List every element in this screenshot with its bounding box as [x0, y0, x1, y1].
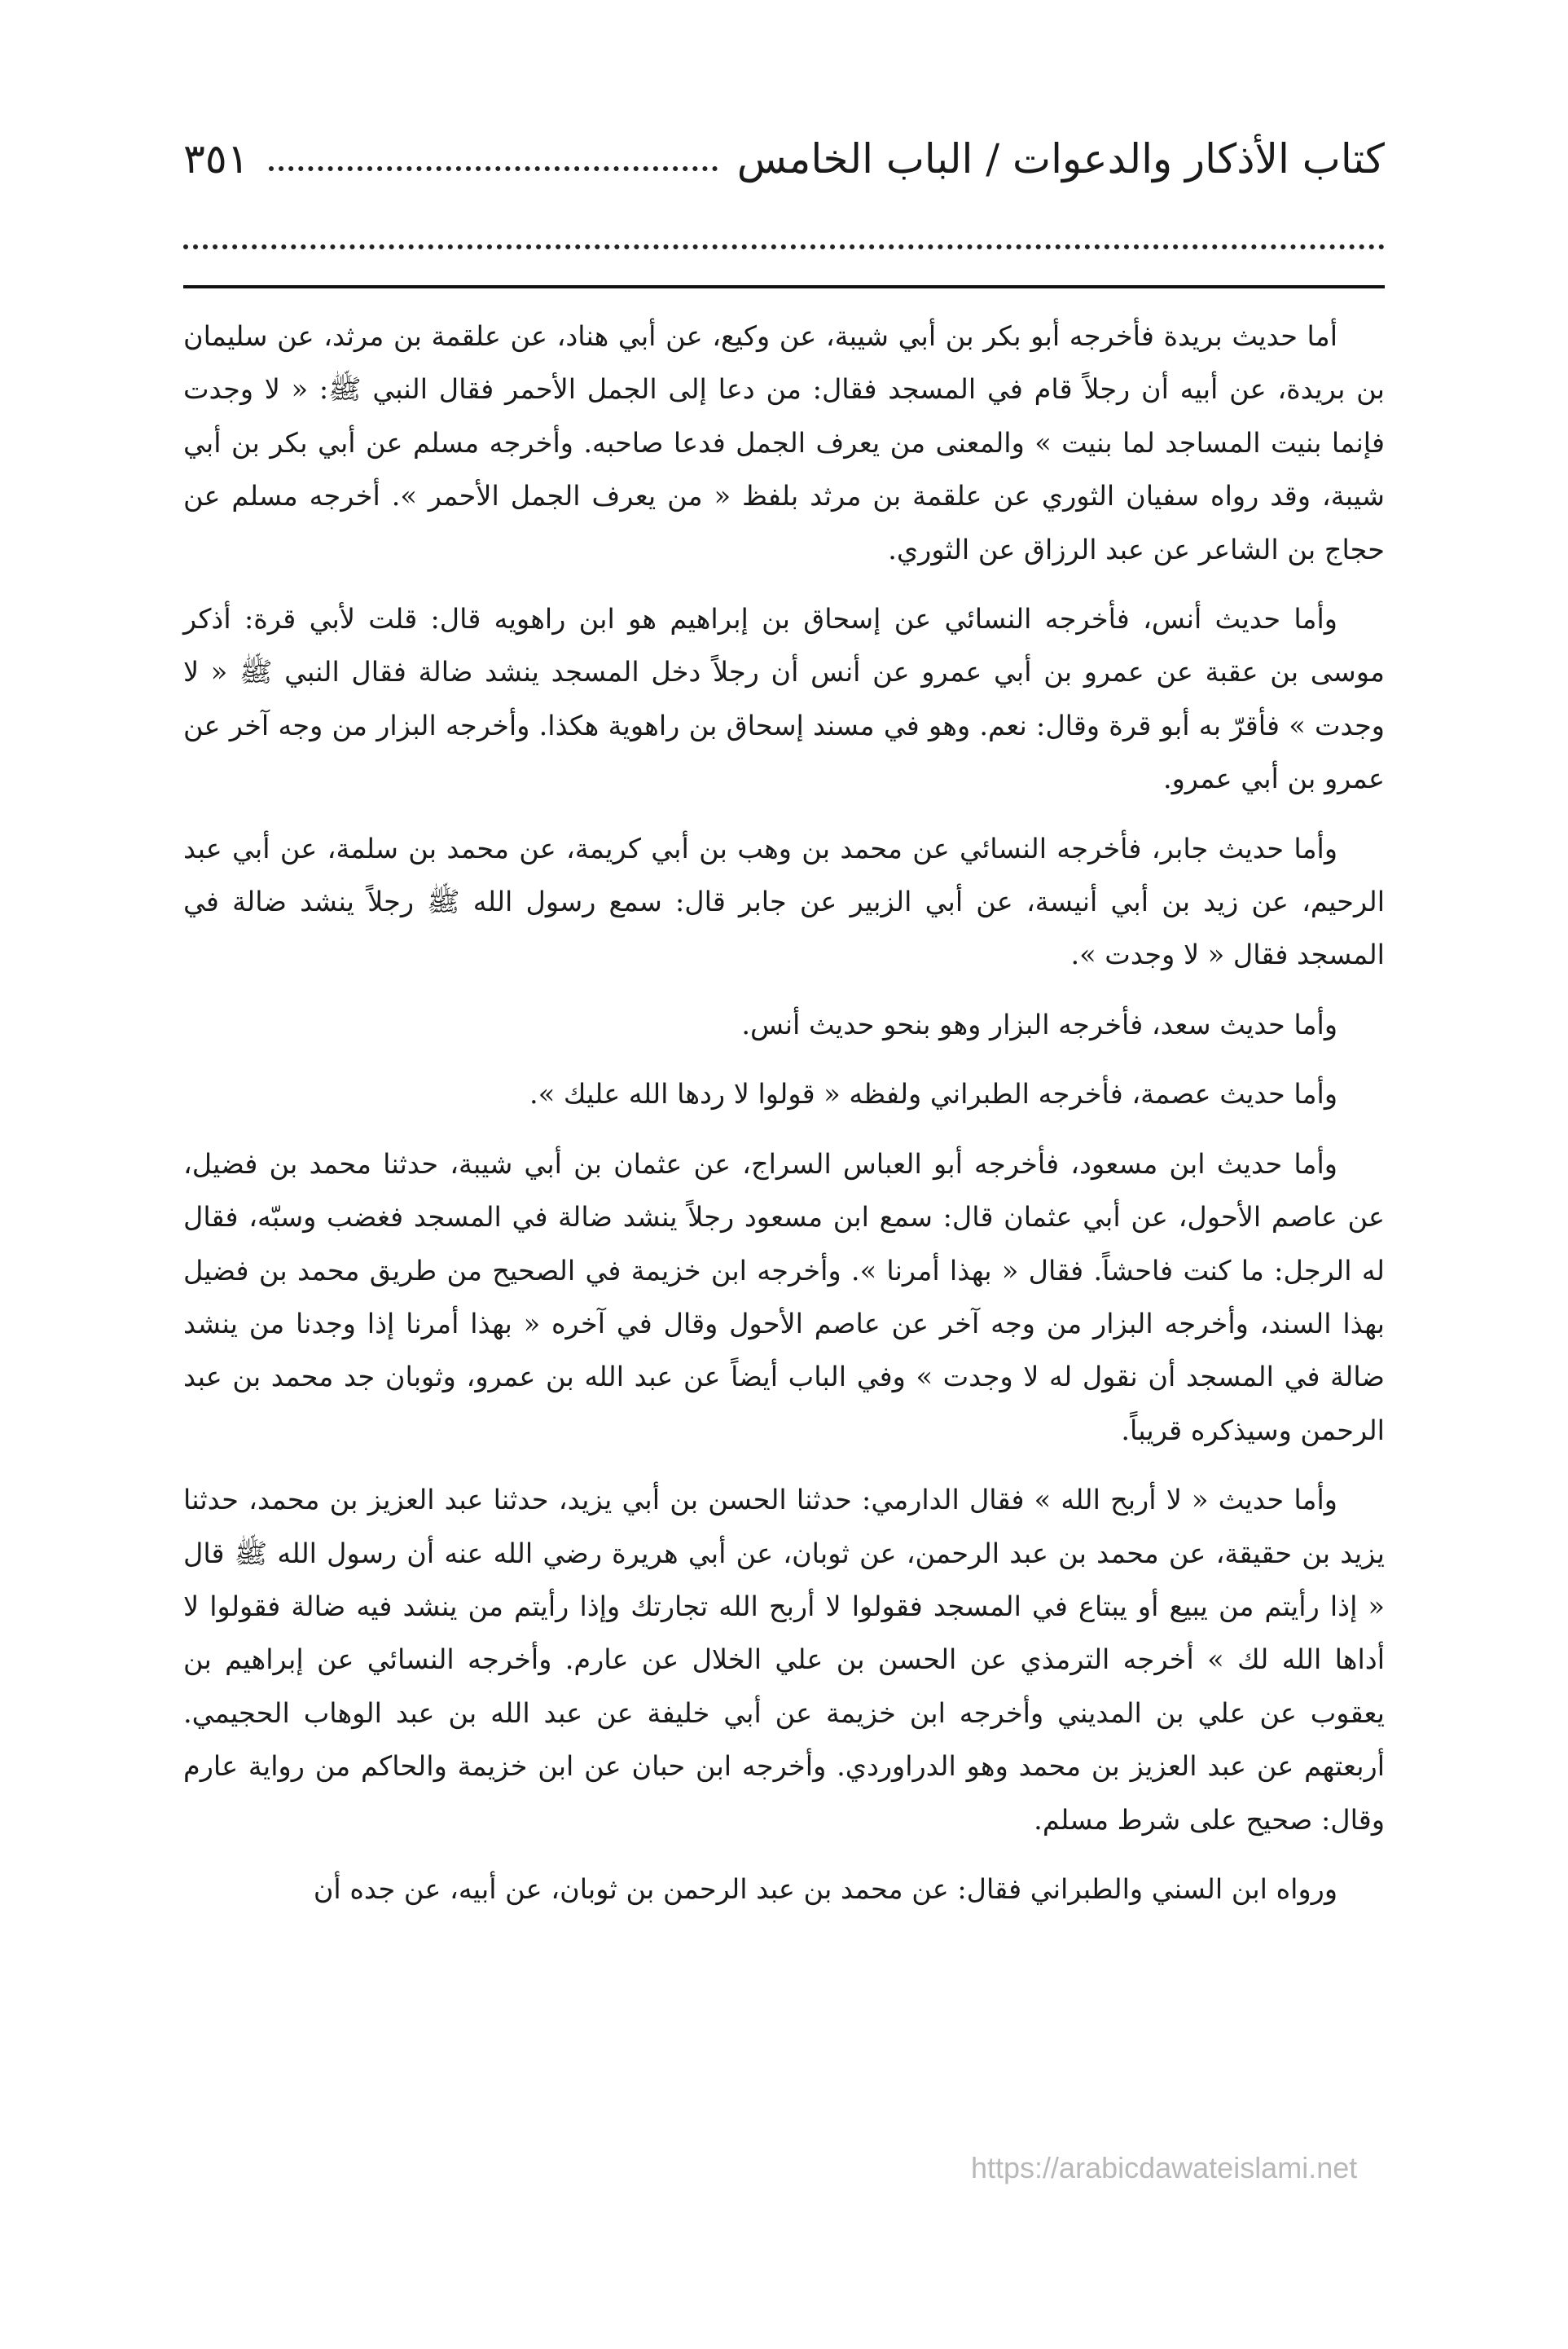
page-number: ٣٥١ [183, 135, 249, 183]
running-header [183, 122, 1385, 196]
body-text [183, 310, 1385, 1932]
paragraph-buraydah: أما حديث بريدة فأخرجه أبو بكر بن أبي شيبة، عن وكيع، عن أبي هناد، عن علقمة بن مرثد، عن سليمان بن بريدة، عن أبيه أن رجلاً قام في المسجد فقال: من دعا إلى الجمل الأحمر فقال النبي ﷺ: « لا وجدت فإنما بنيت المساجد لما بنيت » والمعنى من يعرف الجمل فدعا صاحبه. وأخرجه مسلم عن أبي بكر بن أبي شيبة، وقد رواه سفيان الثوري عن علقمة بن مرثد بلفظ « من يعرف الجمل الأحمر ». أخرجه مسلم عن حجاج بن الشاعر عن عبد الرزاق عن الثوري. [183, 320, 1385, 565]
paragraph-anas: وأما حديث أنس، فأخرجه النسائي عن إسحاق بن إبراهيم هو ابن راهويه قال: قلت لأبي قرة: أذكر موسى بن عقبة عن عمرو بن أبي عمرو عن أنس أن رجلاً دخل المسجد ينشد ضالة فقال النبي ﷺ « لا وجدت » فأقرّ به أبو قرة وقال: نعم. وهو في مسند إسحاق بن راهوية هكذا. وأخرجه البزار من وجه آخر عن عمرو بن أبي عمرو. [183, 603, 1385, 795]
paragraph-jabir: وأما حديث جابر، فأخرجه النسائي عن محمد بن وهب بن أبي كريمة، عن محمد بن سلمة، عن أبي عبد الرحيم، عن زيد بن أبي أنيسة، عن أبي الزبير عن جابر قال: سمع رسول الله ﷺ رجلاً ينشد ضالة في المسجد فقال « لا وجدت ». [183, 832, 1385, 971]
paragraph-ibn-masud: وأما حديث ابن مسعود، فأخرجه أبو العباس السراج، عن عثمان بن أبي شيبة، حدثنا محمد بن فضيل، عن عاصم الأحول، عن أبي عثمان قال: سمع ابن مسعود رجلاً ينشد ضالة في المسجد فغضب وسبّه، فقال له الرجل: ما كنت فاحشاً. فقال « بهذا أمرنا ». وأخرجه ابن خزيمة في الصحيح من طريق محمد بن فضيل بهذا السند، وأخرجه البزار من وجه آخر عن عاصم الأحول وقال في آخره « بهذا أمرنا إذا وجدنا من ينشد ضالة في المسجد أن نقول له لا وجدت » وفي الباب أيضاً عن عبد الله بن عمرو، وثوبان جد محمد بن عبد الرحمن وسيذكره قريباً. [183, 1147, 1385, 1446]
paragraph-ismah: وأما حديث عصمة، فأخرجه الطبراني ولفظه « قولوا لا ردها الله عليك ». [529, 1078, 1337, 1111]
header-dot-leader [269, 166, 718, 171]
watermark-url: https://arabicdawateislami.net [971, 2151, 1358, 2184]
dotted-separator [183, 244, 1385, 249]
paragraph-la-arbah: وأما حديث « لا أربح الله » فقال الدارمي: حدثنا الحسن بن أبي يزيد، حدثنا عبد العزيز بن محمد، حدثنا يزيد بن حقيقة، عن محمد بن عبد الرحمن، عن ثوبان، عن أبي هريرة رضي الله عنه أن رسول الله ﷺ قال « إذا رأيتم من يبيع أو يبتاع في المسجد فقولوا لا أربح الله تجارتك وإذا رأيتم من ينشد فيه ضالة فقولوا لا أداها الله لك » أخرجه الترمذي عن الحسن بن علي الخلال عن عارم. وأخرجه النسائي عن إبراهيم بن يعقوب عن علي بن المديني وأخرجه ابن خزيمة عن أبي خليفة عن عبد الله بن عبد الوهاب الحجيمي. أربعتهم عن عبد العزيز بن محمد وهو الدراوردي. وأخرجه ابن حبان عن ابن خزيمة والحاكم من رواية عارم وقال: صحيح على شرط مسلم. [183, 1484, 1385, 1836]
paragraph-ibn-sunni: ورواه ابن السني والطبراني فقال: عن محمد بن عبد الرحمن بن ثوبان، عن أبيه، عن جده أن [313, 1872, 1337, 1905]
header-title: كتاب الأذكار والدعوات / الباب الخامس [736, 135, 1385, 183]
header-rule [183, 285, 1385, 288]
paragraph-saad: وأما حديث سعد، فأخرجه البزار وهو بنحو حديث أنس. [741, 1008, 1337, 1040]
